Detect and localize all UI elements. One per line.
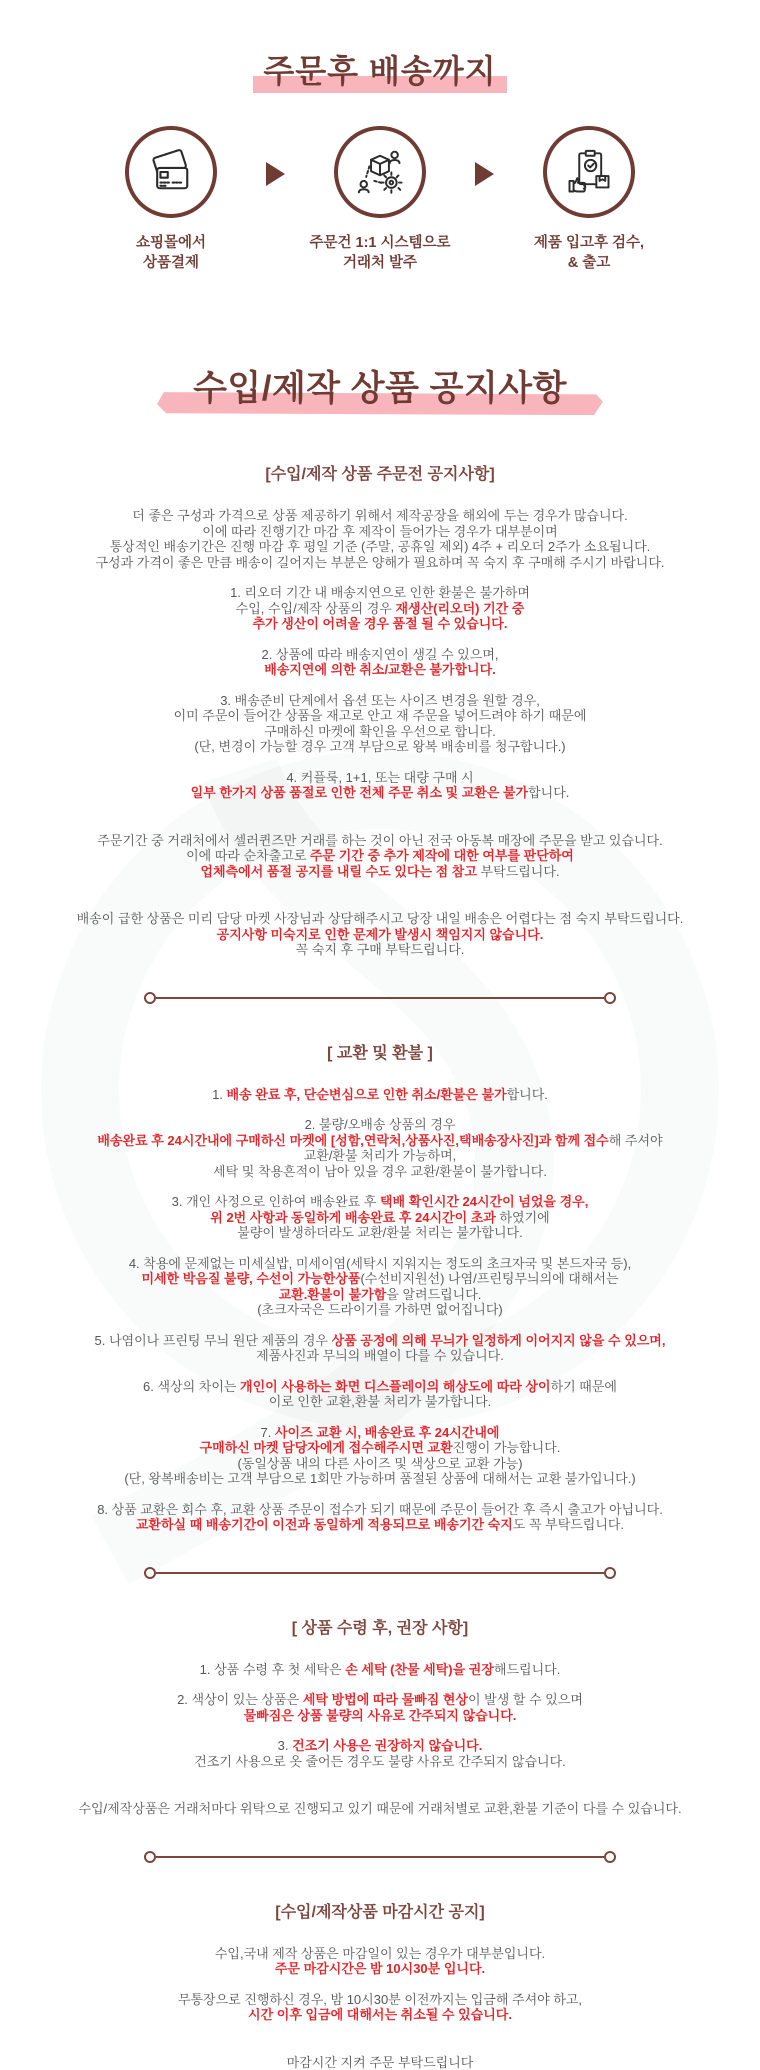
notice-line: 2. 상품에 따라 배송지연이 생길 수 있으며, (261, 646, 499, 662)
notice-paragraph (40, 1738, 720, 1769)
notice-paragraph (40, 1117, 720, 1179)
notice-line: 건조기 사용으로 옷 줄어든 경우도 불량 사유로 간주되지 않습니다. (194, 1753, 566, 1769)
page-title-text: 주문후 배송까지 (255, 46, 504, 92)
section-header: [수입/제작 상품 주문전 공지사항] (265, 466, 495, 484)
section-divider (144, 1851, 616, 1863)
notice-paragraph (40, 1801, 720, 1817)
notice-line: 추가 생산이 어려울 경우 품절 될 수 있습니다. (252, 616, 508, 632)
notice-line: 교환/환불 처리가 가능하며, (303, 1148, 457, 1164)
arrow-right-icon (475, 162, 494, 186)
step-payment (78, 126, 264, 273)
notice-line: 구성과 가격이 좋은 만큼 배송이 길어지는 부분은 양해가 필요하며 꼭 숙지 후 구매해 주시기 바랍니다. (95, 554, 665, 570)
notice-paragraph (40, 1992, 720, 2023)
notice-line: 마감시간 지켜 주문 부탁드립니다 (286, 2054, 474, 2070)
notice-line: 시간 이후 입금에 대해서는 취소될 수 있습니다. (248, 2007, 512, 2023)
step-order-system-label: 주문건 1:1 시스템으로 거래처 발주 (309, 235, 451, 271)
notice-line: 물빠짐은 상품 불량의 사유로 간주되지 않습니다. (243, 1707, 517, 1723)
notice-line: 교환.환불이 불가함을 알려드립니다. (278, 1286, 482, 1302)
notice-line: 배송이 급한 상품은 미리 담당 마켓 사장님과 상담해주시고 당장 내일 배송은 어렵다는 점 숙지 부탁드립니다. (76, 911, 684, 927)
notice-line: (단, 왕복배송비는 고객 부담으로 1회만 가능하며 품절된 상품에 대해서는 교환 불가입니다.) (124, 1471, 636, 1487)
notice-line: 3. 개인 사정으로 인하여 배송완료 후 택배 확인시간 24시간이 넘었을 경우, (171, 1194, 589, 1210)
notice-line: 수입/제작상품은 거래처마다 위탁으로 진행되고 있기 때문에 거래처별로 교환,환불 기준이 다를 수 있습니다. (78, 1801, 682, 1817)
divider-end-dot (144, 1567, 156, 1579)
notice-line: 7. 사이즈 교환 시, 배송완료 후 24시간내에 (260, 1424, 500, 1440)
divider-line (156, 997, 604, 999)
section-divider (144, 1567, 616, 1579)
notice-line: 이로 인한 교환,환불 처리가 불가합니다. (268, 1394, 492, 1410)
section-header: [수입/제작상품 마감시간 공지] (275, 1903, 485, 1921)
divider-end-dot (604, 992, 616, 1004)
notice-line: 3. 배송준비 단계에서 옵션 또는 사이즈 변경을 원할 경우, (220, 692, 540, 708)
notice-title-text: 수입/제작 상품 공지사항 (193, 369, 567, 409)
notice-line: 교환하실 때 배송기간이 이전과 동일하게 적용되므로 배송기간 숙지도 꼭 부탁드립니다. (135, 1517, 625, 1533)
notice-line: 미세한 박음질 불량, 수선이 가능한상품(수선비지원선) 나염/프린팅무늬의에 대해서는 (141, 1271, 619, 1287)
notice-line: 제품사진과 무늬의 배열이 다를 수 있습니다. (256, 1348, 504, 1364)
divider-end-dot (144, 1851, 156, 1863)
notice-line: 주문 마감시간은 밤 10시30분 입니다. (274, 1961, 486, 1977)
notice-line: 일부 한가지 상품 품절로 인한 전체 주문 취소 및 교환은 불가합니다. (190, 785, 570, 801)
notice-line: 공지사항 미숙지로 인한 문제가 발생시 책임지지 않습니다. (216, 926, 544, 942)
notice-line: 세탁 및 착용흔적이 남아 있을 경우 교환/환불이 불가합니다. (213, 1163, 547, 1179)
notice-line: 꼭 숙지 후 구매 부탁드립니다. (295, 942, 465, 958)
step-inspection (496, 126, 682, 273)
section-header: [ 교환 및 환불 ] (327, 1044, 433, 1062)
notice-line: 불량이 발생하더라도 교환/환불 처리는 불가합니다. (237, 1225, 523, 1241)
notice-line: 1. 상품 수령 후 첫 세탁은 손 세탁 (찬물 세탁)을 권장해드립니다. (199, 1661, 561, 1677)
notice-paragraph (40, 508, 720, 570)
notice-line: 배송완료 후 24시간내에 구매하신 마켓에 [성함,연락처,상품사진,택배송장사진]과 함께 접수해 주셔야 (97, 1132, 663, 1148)
notice-line: 주문기간 중 거래처에서 셀러퀸즈만 거래를 하는 것이 아닌 전국 아동복 매장에 주문을 받고 있습니다. (97, 832, 663, 848)
section-header: [ 상품 수령 후, 권장 사항] (291, 1619, 469, 1637)
notice-line: 6. 색상의 차이는 개인이 사용하는 화면 디스플레이의 해상도에 따라 상이하기 때문에 (143, 1378, 617, 1394)
divider-end-dot (604, 1567, 616, 1579)
notice-line: 이미 주문이 들어간 상품을 재고로 안고 재 주문을 넣어드려야 하기 때문에 (173, 708, 587, 724)
notice-line: 위 2번 사항과 동일하게 배송완료 후 24시간이 초과 하였기에 (210, 1209, 550, 1225)
notice-line: 수입,국내 제작 상품은 마감일이 있는 경우가 대부분입니다. (214, 1945, 546, 1961)
order-process-steps (30, 126, 730, 273)
notice-line: (단, 변경이 가능할 경우 고객 부담으로 왕복 배송비를 청구합니다.) (194, 739, 566, 755)
notice-sections (30, 461, 730, 2070)
notice-line: 1. 배송 완료 후, 단순변심으로 인한 취소/환불은 불가합니다. (212, 1086, 548, 1102)
step-inspection-label: 제품 입고후 검수, & 출고 (533, 235, 645, 271)
notice-line: 4. 착용에 문제없는 미세실밥, 미세이염(세탁시 지워지는 정도의 초크자국 및 본드자국 등), (128, 1255, 632, 1271)
notice-paragraph (40, 911, 720, 958)
credit-card-icon (125, 126, 217, 218)
notice-paragraph (40, 1194, 720, 1241)
notice-paragraph (40, 1087, 720, 1103)
notice-line: (초크자국은 드라이기를 가하면 없어집니다) (257, 1302, 503, 1318)
notice-line: 통상적인 배송기간은 진행 마감 후 평일 기준 (주말, 공휴일 제외) 4주 + 리오더 2주가 소요됩니다. (109, 539, 651, 555)
step-payment-label: 쇼핑몰에서 상품결제 (135, 235, 207, 271)
notice-line: 더 좋은 구성과 가격으로 상품 제공하기 위해서 제작공장을 해외에 두는 경우가 많습니다. (132, 508, 628, 524)
step-order-system (287, 126, 473, 273)
notice-line: 3. 건조기 사용은 권장하지 않습니다. (277, 1738, 483, 1754)
section-divider (144, 992, 616, 1004)
notice-line: 5. 나염이나 프린팅 무늬 원단 제품의 경우 상품 공정에 의해 무늬가 일정하게 이어지지 않을 수 있으며, (94, 1332, 666, 1348)
notice-paragraph (40, 1502, 720, 1533)
divider-end-dot (604, 1851, 616, 1863)
notice-line: 2. 불량/오배송 상품의 경우 (304, 1117, 456, 1133)
notice-paragraph (40, 1946, 720, 1977)
notice-line: 구매하신 마켓에 확인을 우선으로 합니다. (264, 723, 496, 739)
notice-line: 이에 따라 순차출고로 주문 기간 중 추가 제작에 대한 여부를 판단하여 (186, 848, 574, 864)
notice-line: 1. 리오더 기간 내 배송지연으로 인한 환불은 불가하며 (230, 585, 530, 601)
notice-paragraph (40, 1333, 720, 1364)
notice-line: 이에 따라 진행기간 마감 후 제작이 들어가는 경우가 대부분이며 (202, 523, 558, 539)
notice-line: 무통장으로 진행하신 경우, 밤 10시30분 이전까지는 입금해 주셔야 하고, (177, 1991, 583, 2007)
notice-line: (동일상품 내의 다른 사이즈 및 색상으로 교환 가능) (237, 1455, 523, 1471)
notice-paragraph (40, 1425, 720, 1487)
notice-title (30, 361, 730, 411)
notice-paragraph (40, 1379, 720, 1410)
notice-line: 업체측에서 품절 공지를 내릴 수도 있다는 점 참고 부탁드립니다. (200, 863, 560, 879)
inspection-shipping-icon (543, 126, 635, 218)
notice-paragraph (40, 693, 720, 755)
notice-line: 구매하신 마켓 담당자에게 접수해주시면 교환진행이 가능합니다. (199, 1440, 561, 1456)
notice-paragraph (40, 1256, 720, 1318)
notice-paragraph (40, 647, 720, 678)
notice-paragraph (40, 1662, 720, 1678)
notice-paragraph (40, 2055, 720, 2070)
divider-end-dot (144, 992, 156, 1004)
order-system-icon (334, 126, 426, 218)
notice-line: 8. 상품 교환은 회수 후, 교환 상품 주문이 접수가 되기 때문에 주문이 들어간 후 즉시 출고가 아닙니다. (97, 1501, 663, 1517)
divider-line (156, 1856, 604, 1858)
notice-paragraph (40, 833, 720, 880)
divider-line (156, 1572, 604, 1574)
notice-paragraph (40, 1692, 720, 1723)
notice-line: 2. 색상이 있는 상품은 세탁 방법에 따라 물빠짐 현상이 발생 할 수 있으며 (177, 1692, 583, 1708)
notice-paragraph (40, 585, 720, 632)
notice-paragraph (40, 770, 720, 801)
notice-line: 4. 커플룩, 1+1, 또는 대량 구매 시 (286, 769, 474, 785)
arrow-right-icon (266, 162, 285, 186)
notice-line: 배송지연에 의한 취소/교환은 불가합니다. (264, 662, 496, 678)
page-title (30, 0, 730, 92)
notice-line: 수입, 수입/제작 상품의 경우 재생산(리오더) 기간 중 (235, 600, 525, 616)
shop-notice-page (30, 0, 730, 2070)
